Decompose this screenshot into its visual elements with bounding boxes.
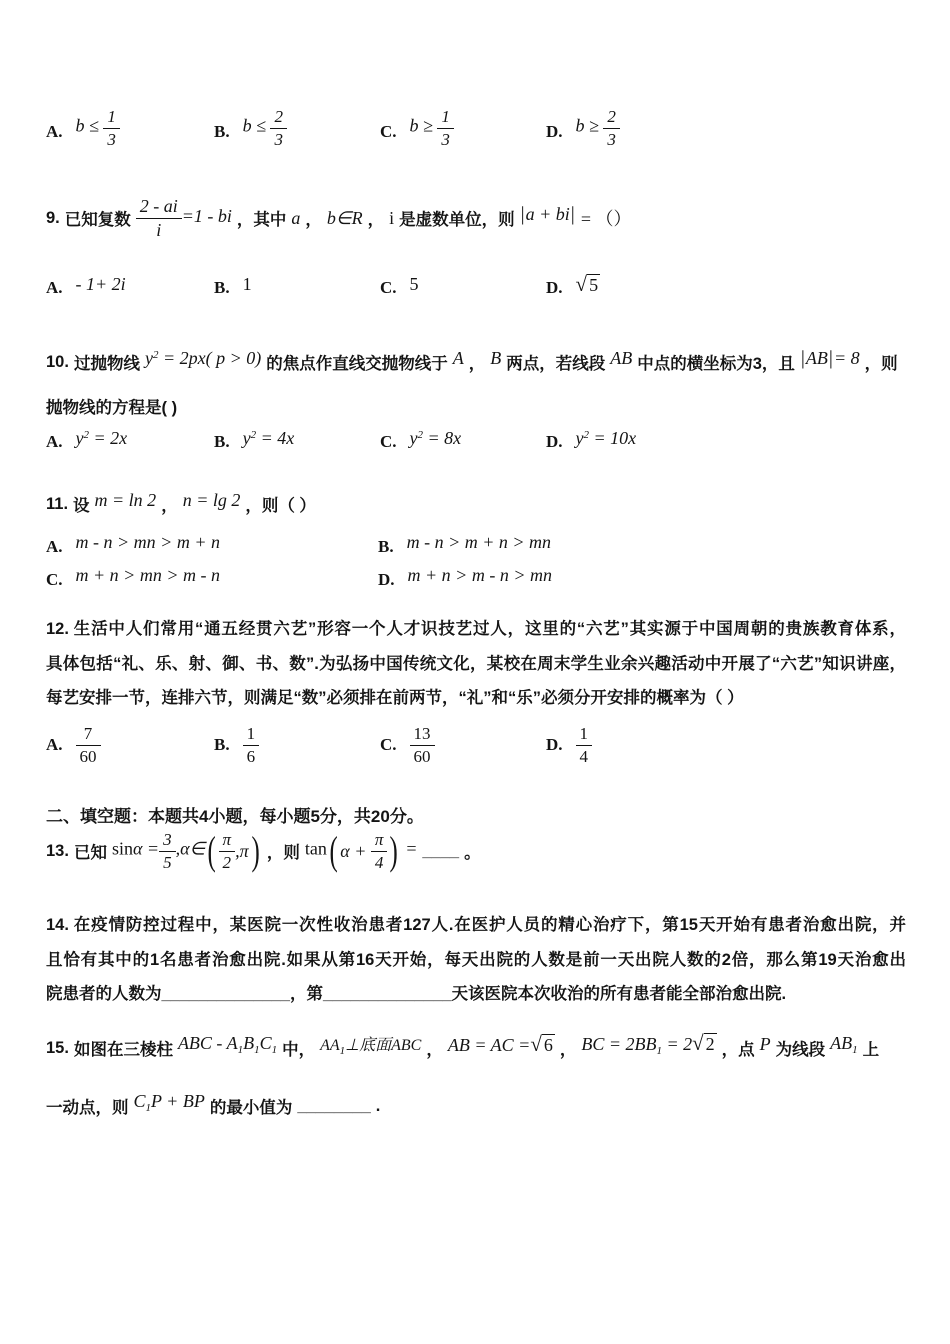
question-8-options	[46, 98, 910, 166]
question-11-options	[46, 532, 910, 590]
question-9-stem: 9. 已知复数 $\frac{2 - ai}{i}$ =1 - bi ，其中 a ， b∈R ， i 是虚数单位，则 | a + bi | = （）	[46, 190, 910, 246]
q11-option-c: C. m + n > mn > m - n	[46, 565, 220, 589]
q8-option-c	[380, 107, 546, 152]
answer-blank-2: ______________	[322, 985, 452, 1003]
stem-text: 是虚数单位，则	[399, 211, 515, 229]
question-15-stem: 15. 如图在三棱柱 ABC - $A_1B_1C_1$ 中， $AA_1\perp$底面ABC ， AB = AC = √ 6 ， BC = $2BB_1 = 2$ √ 2 ，点 P 为线段 $AB_1$ 上	[46, 1026, 910, 1070]
q12-line2: 具体包括“礼、乐、射、御、书、数”.为弘扬中国传统文化，某校在周末学生业余兴趣活动中开展了“六艺”知识讲座，	[46, 654, 906, 673]
q10-option-a: A. $y^2 = 2x$	[46, 427, 128, 451]
sqrt-expression: √ 5	[576, 272, 601, 297]
stem-text: ，其中	[236, 211, 287, 229]
question-number: 15.	[46, 1038, 69, 1057]
question-14-stem	[46, 908, 906, 1013]
stem-text: 已知复数	[64, 211, 131, 229]
q10-option-c: C. $y^2 = 8x$	[380, 427, 462, 451]
question-10-stem: 10. 过抛物线 $y^2 = 2px$( p > 0) 的焦点作直线交抛物线于 A ， B 两点，若线段 AB 中点的横坐标为3，且 | AB | = 8 ，则	[46, 346, 910, 378]
ab-equation: AB = AC = √ 6	[448, 1032, 555, 1057]
question-number: 14.	[46, 916, 69, 934]
q14-line1: 14. 在疫情防控过程中，某医院一次性收治患者127人.在医护人员的精心治疗下，第15天开始有患者治愈出院，并	[46, 916, 906, 934]
q12-option-d: D. $\frac{1}{4}$	[546, 724, 910, 765]
tan-expression: tan ( α + $\frac{\pi}{4}$ ) =	[305, 830, 417, 871]
q14-line2: 且恰有其中的1名患者治愈出院.如果从第16天开始，每天出院的人数是前一天出院人数的2倍，那么第19天治愈出	[46, 950, 906, 969]
q9-option-c: C. 5	[380, 273, 419, 297]
q9-option-a: A. - 1+ 2i	[46, 273, 126, 297]
option-label: A.	[46, 122, 63, 141]
complex-fraction: $\frac{2 - ai}{i}$ =1 - bi	[136, 196, 232, 239]
bc-equation: BC = $2BB_1 = 2$ √ 2	[581, 1031, 716, 1057]
question-12-stem	[46, 612, 906, 717]
q8-option-b	[214, 107, 380, 152]
question-12-options	[46, 716, 910, 774]
q9-option-b: B. 1	[214, 273, 252, 297]
q12-line1: 12. 生活中人们常用“通五经贯六艺”形容一个人才识技艺过人，这里的“六艺”其实源于中国周朝的贵族教育体系，	[46, 620, 906, 638]
q9-option-d: D. √ 5	[546, 276, 910, 301]
question-10-stem-2: 抛物线的方程是( )	[46, 399, 178, 417]
q14-line3: 院患者的人数为______________，第______________天该医院本次收治的所有患者能全部治愈出院.	[46, 985, 787, 1003]
q11-option-d: D. m + n > m - n > mn	[378, 565, 552, 589]
question-9-options	[46, 268, 910, 308]
abs-expression: | AB | = 8	[800, 347, 860, 370]
question-10-options	[46, 424, 910, 460]
sin-condition: sinα = $\frac{3}{5}$ ,α∈ ( $\frac{\pi}{2}$ ,π )	[112, 830, 262, 871]
question-number: 10.	[46, 352, 69, 371]
answer-blank: ____	[422, 841, 460, 860]
segment-label: $AB_1$	[830, 1032, 858, 1056]
perpendicular-condition: $AA_1\perp$底面ABC	[320, 1036, 422, 1057]
question-number: 9.	[46, 208, 60, 227]
q12-option-b: B. $\frac{1}{6}$	[214, 724, 380, 765]
option-formula: b ≤ $\frac{1}{3}$	[76, 107, 120, 148]
q12-line3: 每艺安排一节，连排六节，则满足“数”必须排在前两节，“礼”和“乐”必须分开安排的概率为（ ）	[46, 689, 744, 707]
question-11-stem: 11. 设 m = ln 2 ， n = lg 2 ，则（ ）	[46, 489, 316, 515]
prism-label: ABC - $A_1B_1C_1$	[177, 1032, 278, 1056]
option-formula: b ≤ $\frac{2}{3}$	[243, 107, 287, 148]
option-label: C.	[380, 122, 397, 141]
question-number: 13.	[46, 841, 69, 860]
answer-parens: = （）	[580, 209, 632, 229]
abs-expression: | a + bi |	[520, 204, 576, 224]
option-label: D.	[546, 122, 563, 141]
q10-option-b: B. $y^2 = 4x$	[214, 427, 295, 451]
question-number: 12.	[46, 620, 69, 638]
q8-option-d	[546, 107, 910, 152]
option-label: B.	[214, 122, 230, 141]
q11-option-b: B. m - n > m + n > mn	[378, 532, 552, 556]
parabola-equation: $y^2 = 2px$( p > 0)	[144, 347, 262, 368]
section-title: 二、填空题：本题共4小题，每小题5分，共20分。	[46, 806, 424, 826]
q12-option-a: A. $\frac{7}{60}$	[46, 724, 214, 765]
q12-option-c: C. $\frac{13}{60}$	[380, 724, 546, 765]
q11-option-a: A. m - n > mn > m + n	[46, 532, 220, 556]
min-expression: $C_1P$ + BP	[133, 1090, 205, 1114]
question-13-stem: 13. 已知 sinα = $\frac{3}{5}$ ,α∈ ( $\frac{\pi}{2}$ ,π ) ，则 tan ( α + $\frac{\pi}{4}$ ) = ____ 。	[46, 824, 910, 878]
answer-blank: ________	[297, 1096, 371, 1115]
q8-option-a	[46, 107, 214, 152]
question-15-stem-2: 一动点，则 $C_1P$ + BP 的最小值为 ________ .	[46, 1090, 381, 1117]
answer-blank-1: ______________	[161, 985, 290, 1003]
option-formula: b ≥ $\frac{2}{3}$	[576, 107, 620, 148]
q10-option-d: D. $y^2 = 10x$	[546, 427, 637, 451]
option-formula: b ≥ $\frac{1}{3}$	[410, 107, 454, 148]
question-number: 11.	[46, 494, 69, 513]
